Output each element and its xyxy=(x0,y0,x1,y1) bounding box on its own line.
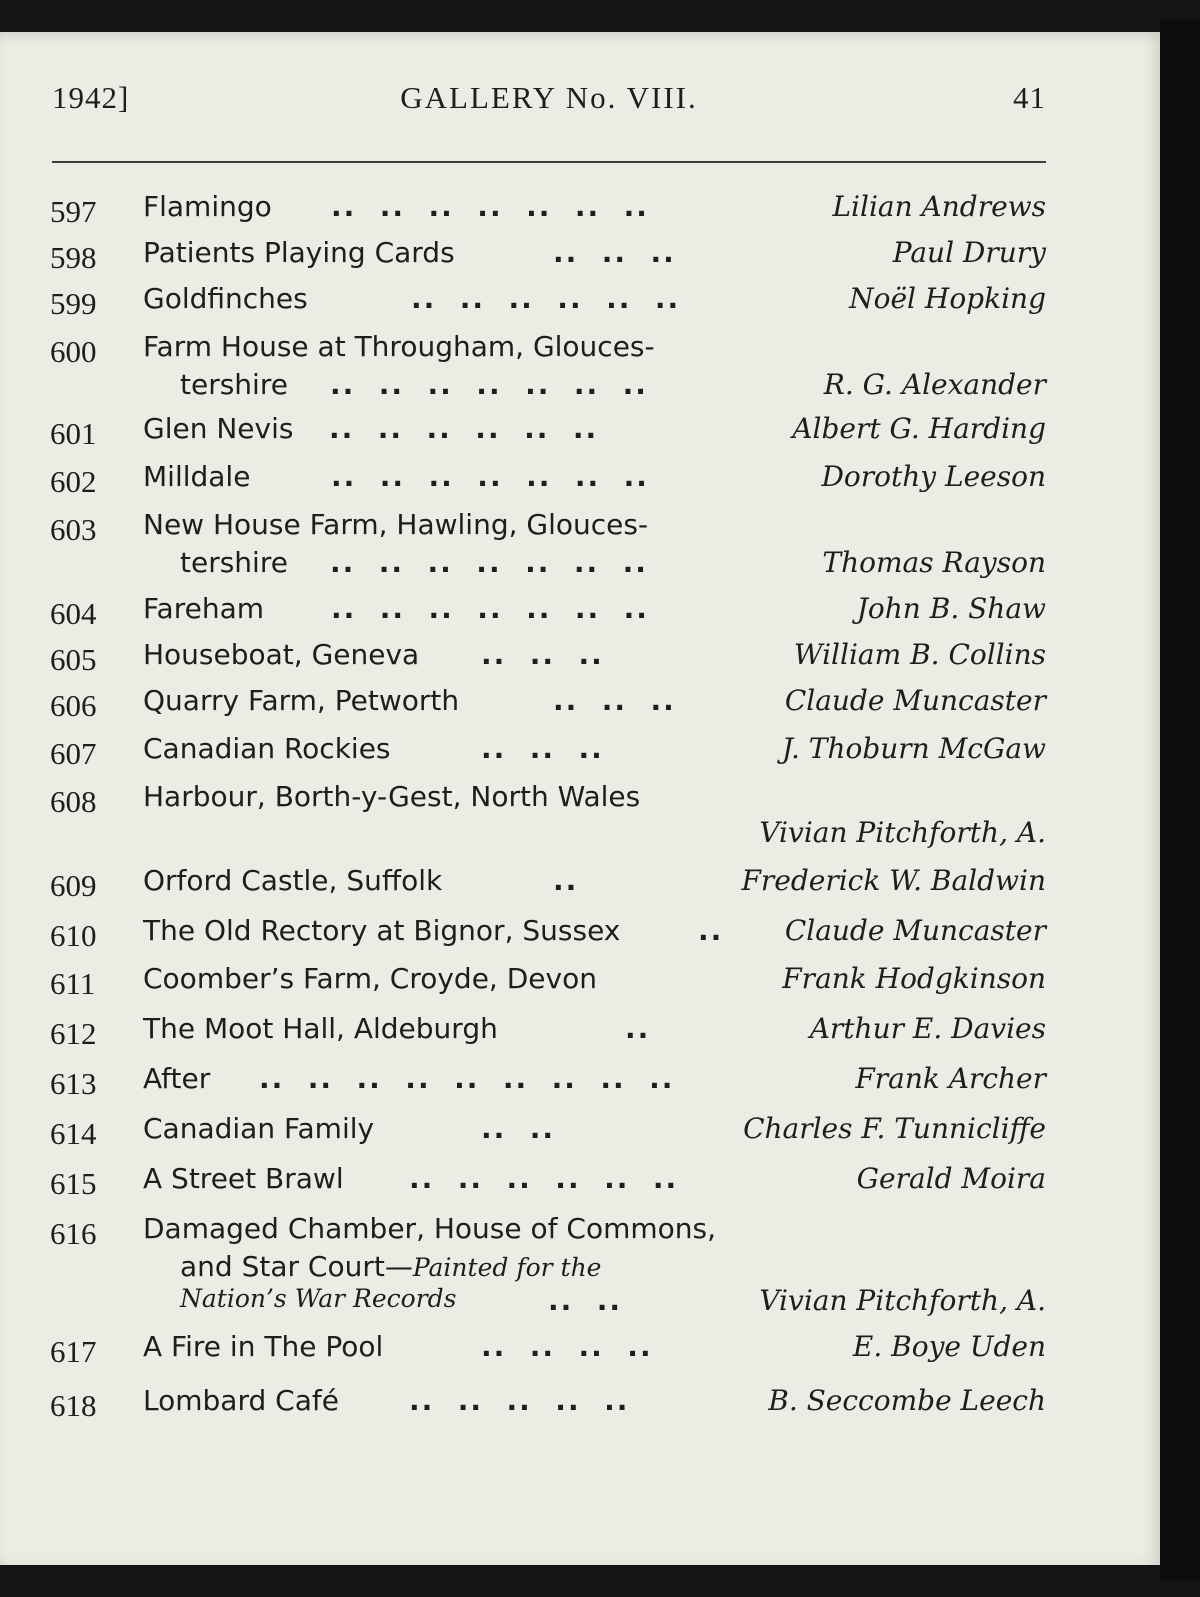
entry-number: 605 xyxy=(50,642,97,677)
leader-dots: .. .. .. .. .. .. .. xyxy=(330,546,648,579)
entry-number: 618 xyxy=(50,1388,97,1423)
leader-dots: .. .. .. .. .. xyxy=(409,1384,630,1417)
leader-dots: .. .. .. .. .. .. .. xyxy=(330,368,648,401)
entry-title-line-1: Farm House at Througham, Glouces- xyxy=(143,330,655,363)
leader-dots: .. xyxy=(625,1012,651,1045)
entry-title: Orford Castle, Suffolk xyxy=(143,864,443,897)
entry-title: Quarry Farm, Petworth xyxy=(143,684,460,717)
entry-artist: Vivian Pitchforth, A. xyxy=(759,1284,1046,1317)
entry-title: Harbour, Borth-y-Gest, North Wales xyxy=(143,780,641,813)
entry-title: Fareham xyxy=(143,592,264,625)
leader-dots: .. .. .. .. .. .. xyxy=(411,282,681,315)
entry-number: 597 xyxy=(50,194,97,229)
entry-artist: Charles F. Tunnicliffe xyxy=(743,1112,1046,1145)
leader-dots: .. xyxy=(553,864,579,897)
entry-number: 617 xyxy=(50,1334,97,1369)
entry-artist: Dorothy Leeson xyxy=(821,460,1046,493)
entry-title: A Street Brawl xyxy=(143,1162,344,1195)
entry-artist: Thomas Rayson xyxy=(822,546,1046,579)
entry-number: 603 xyxy=(50,512,97,547)
leader-dots: .. .. .. .. .. .. .. xyxy=(331,190,649,223)
entry-artist: Claude Muncaster xyxy=(784,684,1046,717)
entry-artist: Lilian Andrews xyxy=(832,190,1046,223)
entry-title-line-1: New House Farm, Hawling, Glouces- xyxy=(143,508,649,541)
entry-number: 600 xyxy=(50,334,97,369)
entry-number: 604 xyxy=(50,596,97,631)
entry-number: 611 xyxy=(50,966,96,1001)
leader-dots: .. .. xyxy=(481,1112,556,1145)
entry-number: 614 xyxy=(50,1116,97,1151)
entry-number: 613 xyxy=(50,1066,97,1101)
entry-artist: Gerald Moira xyxy=(856,1162,1046,1195)
entry-note-line-2: Nation’s War Records xyxy=(180,1284,457,1313)
entry-title: Patients Playing Cards xyxy=(143,236,455,269)
entry-artist: E. Boye Uden xyxy=(852,1330,1046,1363)
entry-artist: John B. Shaw xyxy=(856,592,1046,625)
leader-dots: .. .. .. xyxy=(553,684,676,717)
entry-number: 615 xyxy=(50,1166,97,1201)
entry-number: 598 xyxy=(50,240,97,275)
leader-dots: .. .. .. .. .. .. xyxy=(329,412,599,445)
header-year: 1942] xyxy=(52,80,130,115)
page-header xyxy=(52,80,1046,126)
leader-dots: .. .. .. .. xyxy=(481,1330,653,1363)
entry-number: 607 xyxy=(50,736,97,771)
entry-title: The Moot Hall, Aldeburgh xyxy=(143,1012,498,1045)
entry-artist: J. Thoburn McGaw xyxy=(781,732,1046,765)
entry-title: Coomber’s Farm, Croyde, Devon xyxy=(143,962,597,995)
entry-number: 609 xyxy=(50,868,97,903)
entry-artist: R. G. Alexander xyxy=(823,368,1046,401)
entry-artist: Frank Archer xyxy=(855,1062,1046,1095)
entry-artist: B. Seccombe Leech xyxy=(768,1384,1046,1417)
leader-dots: .. .. .. .. .. .. .. xyxy=(331,460,649,493)
entry-title: Canadian Rockies xyxy=(143,732,391,765)
leader-dots: .. .. .. .. .. .. .. xyxy=(331,592,649,625)
entry-artist: Frank Hodgkinson xyxy=(782,962,1046,995)
entry-title-line-2: tershire xyxy=(180,546,288,579)
entry-artist: Albert G. Harding xyxy=(792,412,1046,445)
leader-dots: .. .. xyxy=(548,1284,623,1317)
entry-title: Milldale xyxy=(143,460,251,493)
entry-number: 612 xyxy=(50,1016,97,1051)
entry-title: Canadian Family xyxy=(143,1112,375,1145)
page-edge-shadow xyxy=(1160,20,1200,1580)
entry-number: 599 xyxy=(50,286,97,321)
entry-artist: Vivian Pitchforth, A. xyxy=(759,816,1046,849)
entry-title: Flamingo xyxy=(143,190,272,223)
leader-dots: .. .. .. xyxy=(553,236,676,269)
leader-dots: .. .. .. .. .. .. xyxy=(409,1162,679,1195)
entry-artist: Noël Hopking xyxy=(849,282,1046,315)
leader-dots: .. .. .. .. .. .. .. .. .. xyxy=(259,1062,675,1095)
entry-artist: Claude Muncaster xyxy=(784,914,1046,947)
entry-title-line-1: Damaged Chamber, House of Commons, xyxy=(143,1212,717,1245)
entry-number: 608 xyxy=(50,784,97,819)
entry-title-line-2 xyxy=(180,1250,601,1283)
header-gallery-title: GALLERY No. VIII. xyxy=(400,80,698,115)
entry-number: 610 xyxy=(50,918,97,953)
header-page-number: 41 xyxy=(1013,80,1046,115)
leader-dots: .. xyxy=(698,914,724,947)
entry-note-line-1: Painted for the xyxy=(412,1253,602,1282)
leader-dots: .. .. .. xyxy=(481,732,604,765)
entry-number: 601 xyxy=(50,416,97,451)
entry-title: Glen Nevis xyxy=(143,412,294,445)
entry-number: 602 xyxy=(50,464,97,499)
entry-number: 606 xyxy=(50,688,97,723)
entry-title: A Fire in The Pool xyxy=(143,1330,384,1363)
entry-title-line-2-roman: and Star Court— xyxy=(180,1250,413,1283)
catalogue-page xyxy=(0,32,1160,1565)
entry-artist: William B. Collins xyxy=(793,638,1046,671)
entry-title-line-2: tershire xyxy=(180,368,288,401)
entry-artist: Paul Drury xyxy=(892,236,1046,269)
entry-title: The Old Rectory at Bignor, Sussex xyxy=(143,914,621,947)
entry-title: Lombard Café xyxy=(143,1384,339,1417)
leader-dots: .. .. .. xyxy=(481,638,604,671)
entry-artist: Arthur E. Davies xyxy=(809,1012,1046,1045)
entry-title: After xyxy=(143,1062,211,1095)
header-rule xyxy=(52,161,1046,163)
entry-artist: Frederick W. Baldwin xyxy=(741,864,1046,897)
entry-number: 616 xyxy=(50,1216,97,1251)
entry-title: Goldfinches xyxy=(143,282,308,315)
entry-title: Houseboat, Geneva xyxy=(143,638,420,671)
